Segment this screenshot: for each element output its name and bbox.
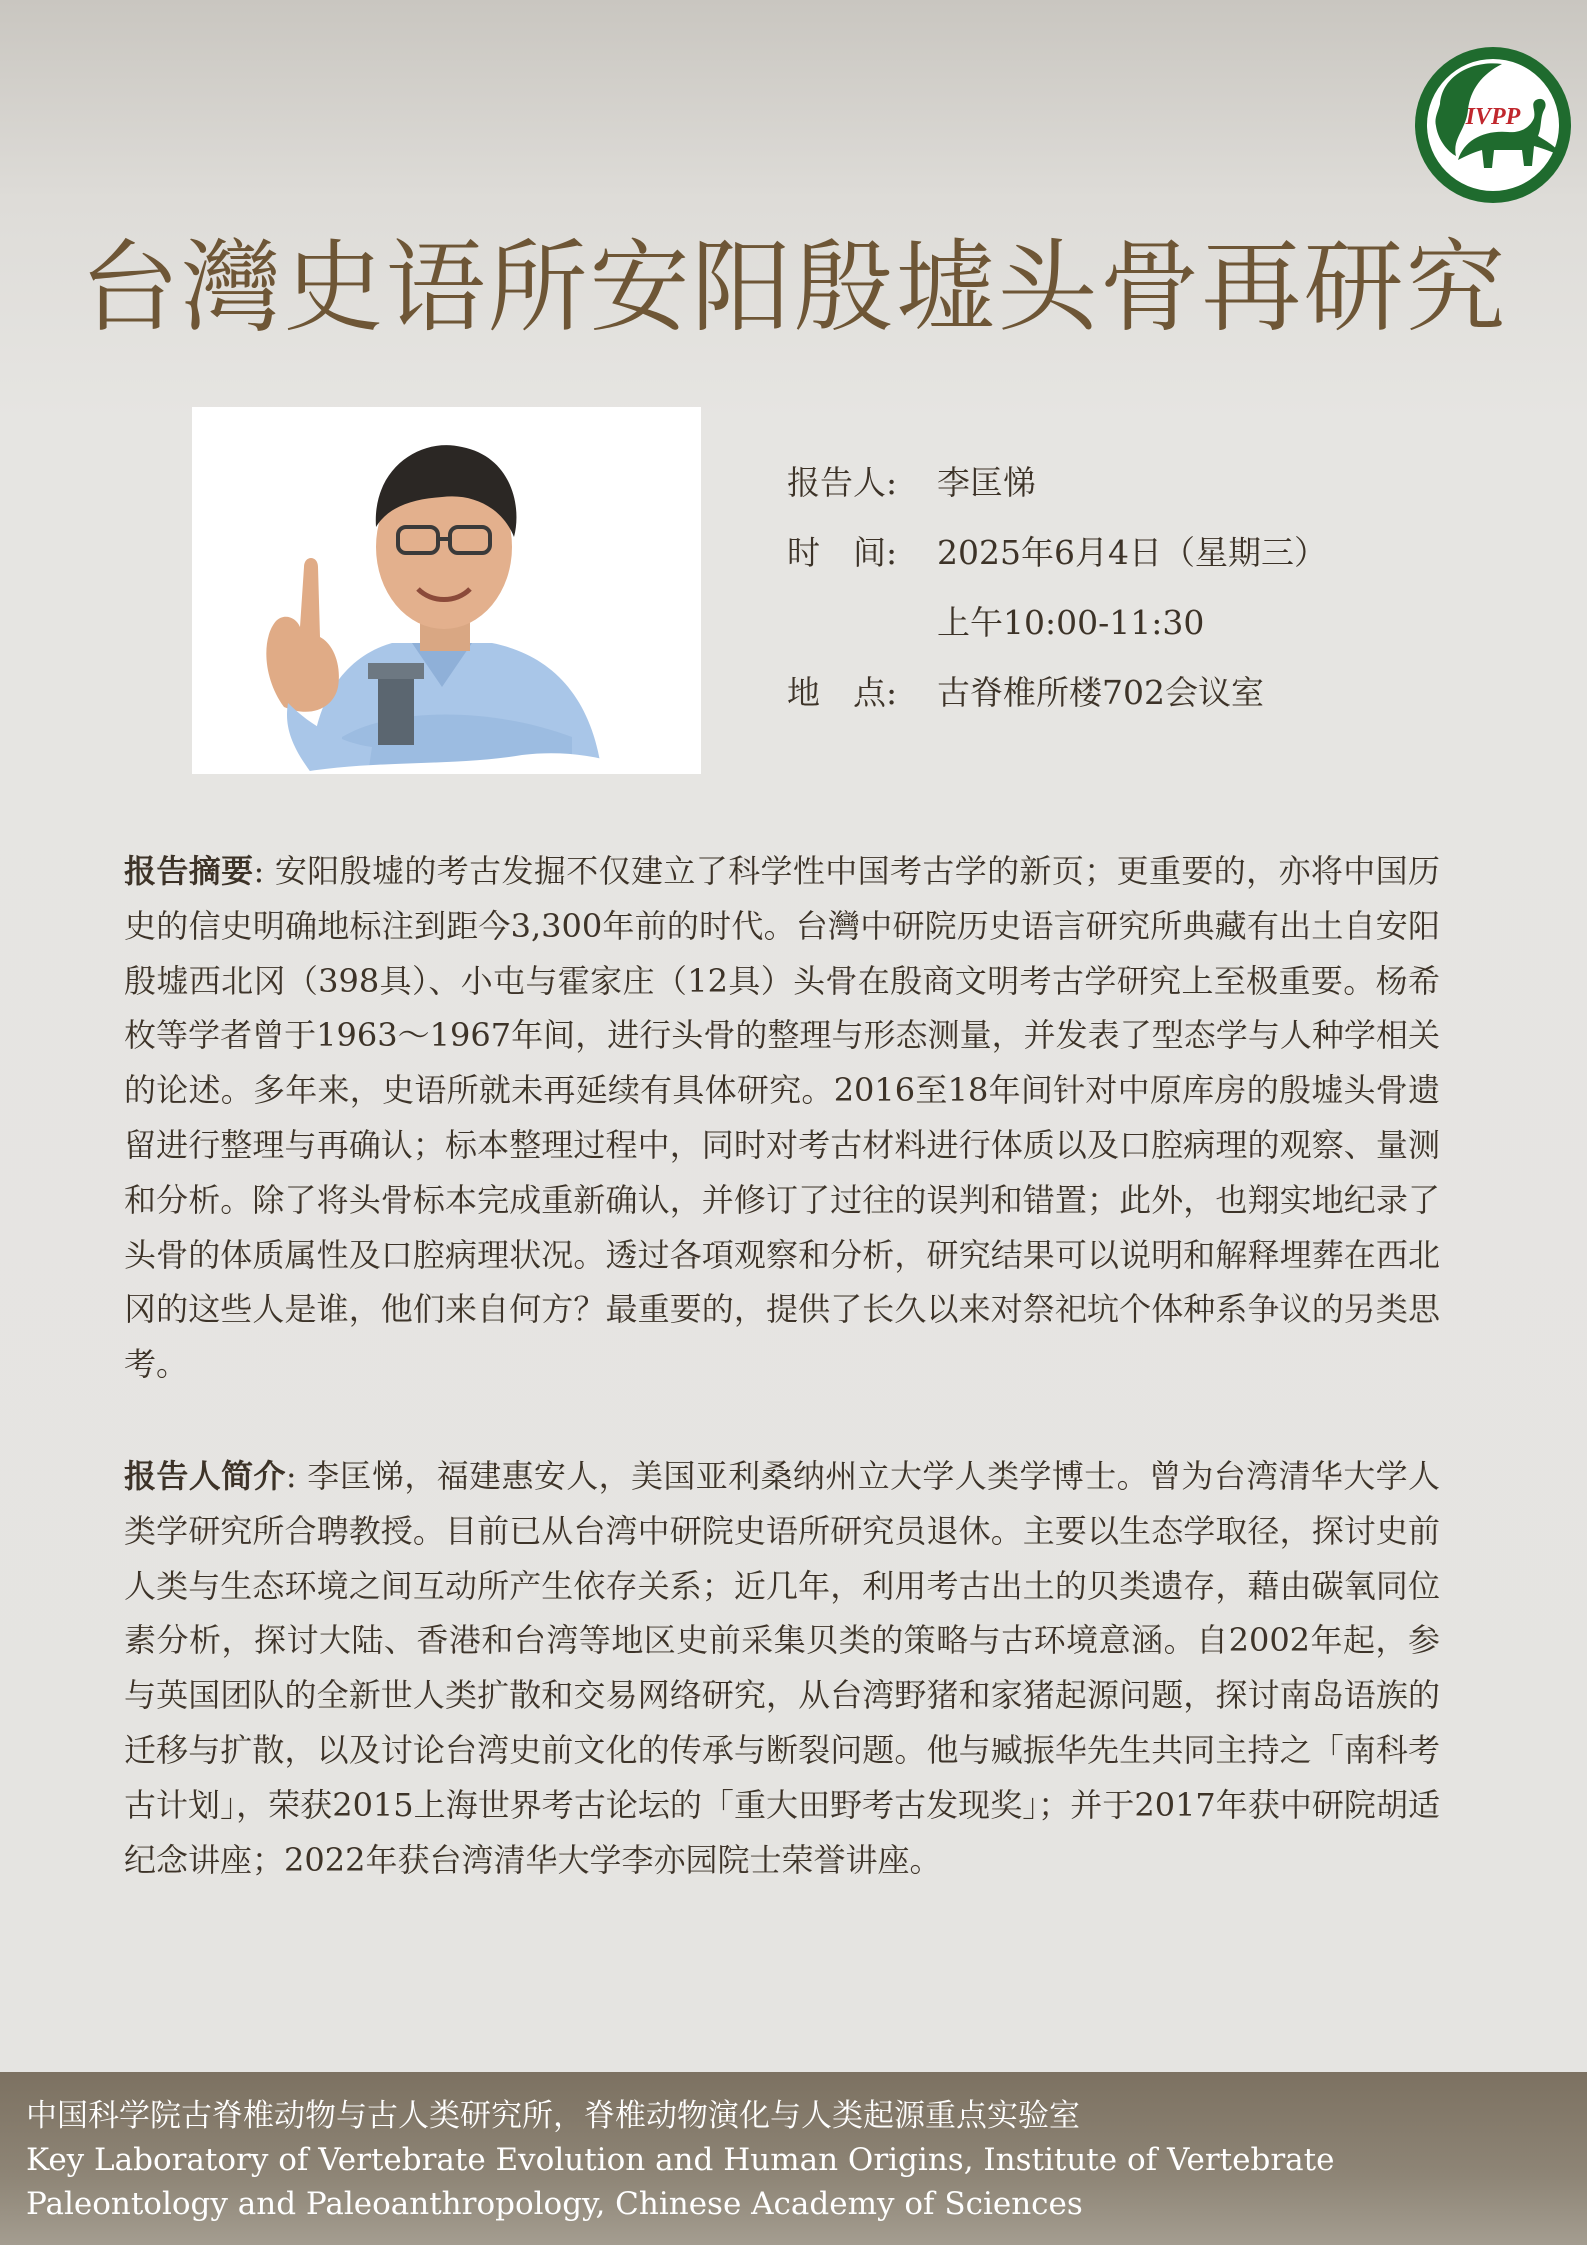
speaker-row xyxy=(787,457,1036,504)
abstract-label: 报告摘要 xyxy=(124,852,254,890)
place-row xyxy=(787,667,1264,714)
footer-text xyxy=(26,2094,1466,2226)
footer-banner xyxy=(0,2072,1587,2245)
footer-institution-en: Key Laboratory of Vertebrate Evolution and Human Origins, Institute of Vertebrate Paleontology and Paleoanthropology, Chinese Academy of Sciences xyxy=(26,2142,1335,2222)
time-row xyxy=(787,527,1327,574)
dinosaur-silhouette-icon xyxy=(1412,44,1574,206)
time-label: 时 间: xyxy=(787,533,898,572)
abstract-paragraph xyxy=(124,844,1440,1392)
event-place: 古脊椎所楼702会议室 xyxy=(937,673,1264,712)
page-title: 台灣史语所安阳殷墟头骨再研究 xyxy=(79,229,1508,346)
bio-paragraph xyxy=(124,1449,1440,1887)
time-row-2 xyxy=(787,597,1204,644)
footer-institution-cn: 中国科学院古脊椎动物与古人类研究所，脊椎动物演化与人类起源重点实验室 xyxy=(26,2098,1080,2134)
abstract-text: : 安阳殷墟的考古发掘不仅建立了科学性中国考古学的新页；更重要的，亦将中国历史的信史明确地标注到距今3,300年前的时代。台灣中研院历史语言研究所典藏有出土自安阳殷墟西北冈（398具）、小屯与霍家庄（12具）头骨在殷商文明考古学研究上至极重要。杨希枚等学者曾于1963～1967年间，进行头骨的整理与形态测量，并发表了型态学与人种学相关的论述。多年来，史语所就未再延续有具体研究。2016至18年间针对中原库房的殷墟头骨遗留进行整理与再确认；标本整理过程中，同时对考古材料进行体质以及口腔病理的观察、量测和分析。除了将头骨标本完成重新确认，并修订了过往的误判和错置；此外，也翔实地纪录了头骨的体质属性及口腔病理状况。透过各項观察和分析，研究结果可以说明和解释埋葬在西北冈的这些人是谁，他们来自何方？最重要的，提供了长久以来对祭祀坑个体种系争议的另类思考。 xyxy=(124,852,1440,1384)
ivpp-logo xyxy=(1412,44,1574,206)
bio-label: 报告人简介 xyxy=(124,1457,286,1495)
event-time: 上午10:00-11:30 xyxy=(937,603,1205,642)
place-label: 地 点: xyxy=(787,673,898,712)
bio-text: : 李匡悌，福建惠安人，美国亚利桑纳州立大学人类学博士。曾为台湾清华大学人类学研究所合聘教授。目前已从台湾中研院史语所研究员退休。主要以生态学取径，探讨史前人类与生态环境之间互动所产生依存关系；近几年，利用考古出土的贝类遗存，藉由碳氧同位素分析，探讨大陆、香港和台湾等地区史前采集贝类的策略与古环境意涵。自2002年起，参与英国团队的全新世人类扩散和交易网络研究，从台湾野猪和家猪起源问题，探讨南岛语族的迁移与扩散，以及讨论台湾史前文化的传承与断裂问题。他与臧振华先生共同主持之「南科考古计划」，荣获2015上海世界考古论坛的「重大田野考古发现奖」；并于2017年获中研院胡适纪念讲座；2022年获台湾清华大学李亦园院士荣誉讲座。 xyxy=(124,1457,1440,1879)
speaker-portrait-icon xyxy=(192,407,701,774)
event-date: 2025年6月4日（星期三） xyxy=(937,533,1327,572)
logo-text: IVPP xyxy=(1465,104,1521,130)
speaker-name: 李匡悌 xyxy=(937,463,1036,502)
speaker-photo xyxy=(192,407,701,774)
speaker-label: 报告人: xyxy=(787,463,898,502)
